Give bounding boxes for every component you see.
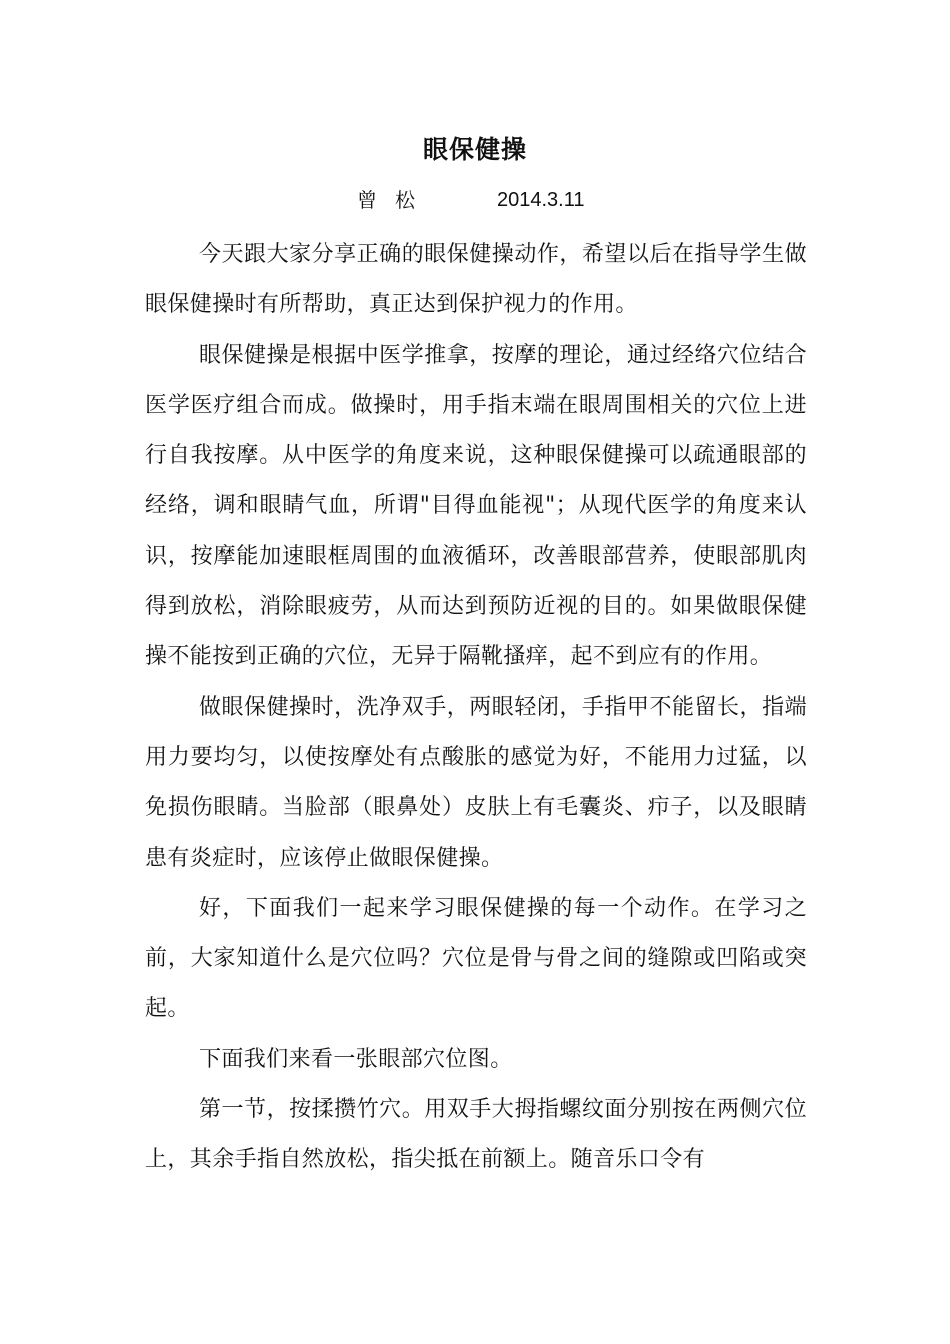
- body-text: [145, 230, 807, 1186]
- paragraph-section-one: 第一节，按揉攒竹穴。用双手大拇指螺纹面分别按在两侧穴位上，其余手指自然放松，指尖抵在前额上。随音乐口令有: [145, 1097, 807, 1173]
- paragraph-acupoints: 好，下面我们一起来学习眼保健操的每一个动作。在学习之前，大家知道什么是穴位吗？穴位是骨与骨之间的缝隙或凹陷或突起。: [145, 895, 807, 1022]
- paragraph-intro: 今天跟大家分享正确的眼保健操动作，希望以后在指导学生做眼保健操时有所帮助，真正达到保护视力的作用。: [145, 242, 807, 318]
- paragraph-theory: 眼保健操是根据中医学推拿，按摩的理论，通过经络穴位结合医学医疗组合而成。做操时，用手指末端在眼周围相关的穴位上进行自我按摩。从中医学的角度来说，这种眼保健操可以疏通眼部的经络，调和眼睛气血，所谓"目得血能视"；从现代医学的角度来认识，按摩能加速眼框周围的血液循环，改善眼部营养，使眼部肌肉得到放松，消除眼疲劳，从而达到预防近视的目的。如果做眼保健操不能按到正确的穴位，无异于隔靴搔痒，起不到应有的作用。: [145, 342, 807, 670]
- paragraph-diagram-intro: 下面我们来看一张眼部穴位图。: [199, 1046, 513, 1072]
- author-name: 曾松: [357, 188, 433, 212]
- document-date: 2014.3.11: [497, 189, 585, 211]
- paragraph-precautions: 做眼保健操时，洗净双手，两眼轻闭，手指甲不能留长，指端用力要均匀，以使按摩处有点酸胀的感觉为好，不能用力过猛，以免损伤眼睛。当脸部（眼鼻处）皮肤上有毛囊炎、疖子，以及眼睛患有炎症时，应该停止做眼保健操。: [145, 694, 807, 871]
- document-title: 眼保健操: [422, 135, 527, 164]
- byline: [0, 184, 950, 216]
